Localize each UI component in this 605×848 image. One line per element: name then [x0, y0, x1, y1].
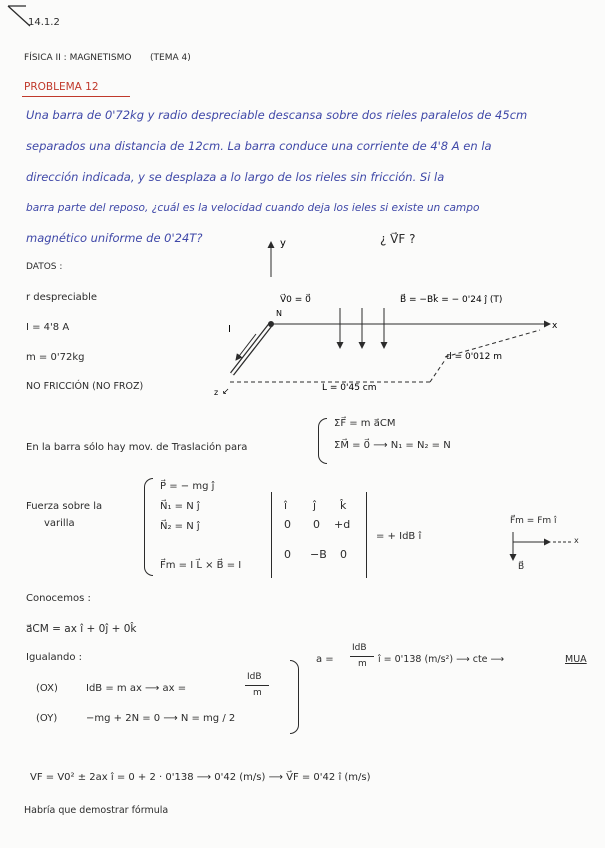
statement-line-2: separados una distancia de 12cm. La barra conduce una corriente de 4'8 A en la	[26, 139, 492, 153]
problem-title: PROBLEMA 12	[24, 81, 99, 93]
known-acm: a⃗CM = ax î + 0ĵ + 0k̂	[26, 623, 137, 635]
det-j: ĵ	[313, 499, 317, 512]
page-number: 14.1.2	[28, 17, 60, 28]
motion-type: MUA	[565, 654, 587, 665]
topic-label: (TEMA 4)	[150, 53, 191, 63]
ox-numerator: IdB	[247, 672, 262, 682]
oy-label: (OY)	[36, 713, 58, 724]
det-result: = + IdB î	[376, 531, 422, 542]
a-numerator: IdB	[352, 643, 367, 653]
forces-label-1: Fuerza sobre la	[26, 501, 103, 512]
problem-title-underline	[22, 96, 130, 97]
force-normal-1: N⃗₁ = N ĵ	[160, 501, 200, 512]
equating-heading: Igualando :	[26, 652, 83, 663]
rod-contact	[268, 321, 274, 327]
b-side-label: B⃗	[518, 562, 525, 572]
ox-denominator: m	[253, 688, 262, 698]
subject-title: FÍSICA II : MAGNETISMO	[24, 53, 132, 63]
statement-line-5: magnético uniforme de 0'24T?	[26, 231, 203, 245]
translation-eq1: ΣF⃗ = m a⃗CM	[334, 418, 396, 429]
rail-diagram	[210, 232, 590, 402]
equating-brace	[290, 660, 299, 734]
y-axis-label: y	[280, 238, 286, 249]
det-r2c1: 0	[284, 518, 291, 531]
force-magnetic: F⃗m = I L⃗ × B⃗ = I	[160, 560, 242, 571]
ox-equation: IdB = m ax ⟶ ax =	[86, 683, 187, 694]
det-i: î	[284, 499, 288, 512]
data-item-radius: r despreciable	[26, 292, 98, 303]
force-weight: P⃗ = − mg ĵ	[160, 481, 215, 492]
data-heading: DATOS :	[26, 262, 63, 272]
ox-fraction-bar	[245, 685, 269, 686]
rod-inner	[232, 324, 271, 374]
known-heading: Conocemos :	[26, 593, 91, 604]
statement-line-3: dirección indicada, y se desplaza a lo largo de los rieles sin fricción. Si la	[26, 170, 445, 184]
det-r2c3: +d	[334, 518, 351, 531]
oy-equation: −mg + 2N = 0 ⟶ N = mg / 2	[86, 713, 236, 724]
b-label: B⃗ = −Bk̂ = − 0'24 ĵ (T)	[400, 295, 503, 305]
a-result: î = 0'138 (m/s²) ⟶ cte ⟶	[378, 654, 505, 665]
data-item-friction: NO FRICCIÓN (NO FROZ)	[26, 381, 144, 392]
forces-brace	[144, 478, 153, 576]
final-note: Habría que demostrar fórmula	[24, 805, 169, 816]
z-axis-label: z	[214, 388, 219, 397]
n-label: N	[276, 309, 282, 318]
z-arrow-icon: ↙	[222, 387, 230, 397]
statement-line-4: barra parte del reposo, ¿cuál es la velocidad cuando deja los ieles si existe un campo	[26, 202, 480, 214]
det-r3c2: −B	[310, 548, 327, 561]
determinant-right-bar	[366, 492, 367, 578]
a-lhs: a =	[316, 654, 334, 665]
det-k: k̂	[340, 499, 347, 512]
x-side-label: x	[574, 536, 579, 545]
d-label: d = 0'012 m	[446, 352, 502, 362]
ox-label: (OX)	[36, 683, 58, 694]
l-label: L = 0'45 cm	[322, 383, 377, 393]
data-item-mass: m = 0'72kg	[26, 352, 85, 363]
current-label: I	[228, 324, 231, 335]
det-r3c1: 0	[284, 548, 291, 561]
x-axis-label: x	[552, 321, 558, 331]
v0-label: V⃗0 = 0⃗	[280, 295, 311, 305]
forces-label-2: varilla	[44, 518, 75, 529]
determinant-left-bar	[271, 492, 272, 578]
force-sketch	[505, 530, 585, 570]
question-vf: ¿ V⃗F ?	[380, 232, 416, 246]
statement-line-1: Una barra de 0'72kg y radio despreciable descansa sobre dos rieles paralelos de 45cm	[26, 108, 528, 122]
det-r3c3: 0	[340, 548, 347, 561]
translation-intro: En la barra sólo hay mov. de Traslación para	[26, 442, 248, 453]
final-velocity-equation: VF = V0² ± 2ax î = 0 + 2 · 0'138 ⟶ 0'42 (m/s) ⟶ V⃗F = 0'42 î (m/s)	[30, 772, 371, 783]
data-item-current: I = 4'8 A	[26, 322, 70, 333]
a-fraction-bar	[350, 656, 374, 657]
translation-brace	[318, 418, 327, 464]
det-r2c2: 0	[313, 518, 320, 531]
fm-side-label: F⃗m = Fm î	[510, 516, 557, 526]
a-denominator: m	[358, 659, 367, 669]
force-normal-2: N⃗₂ = N ĵ	[160, 521, 200, 532]
translation-eq2: ΣM⃗ = 0⃗ ⟶ N₁ = N₂ = N	[334, 440, 451, 451]
rail-end	[430, 360, 445, 382]
